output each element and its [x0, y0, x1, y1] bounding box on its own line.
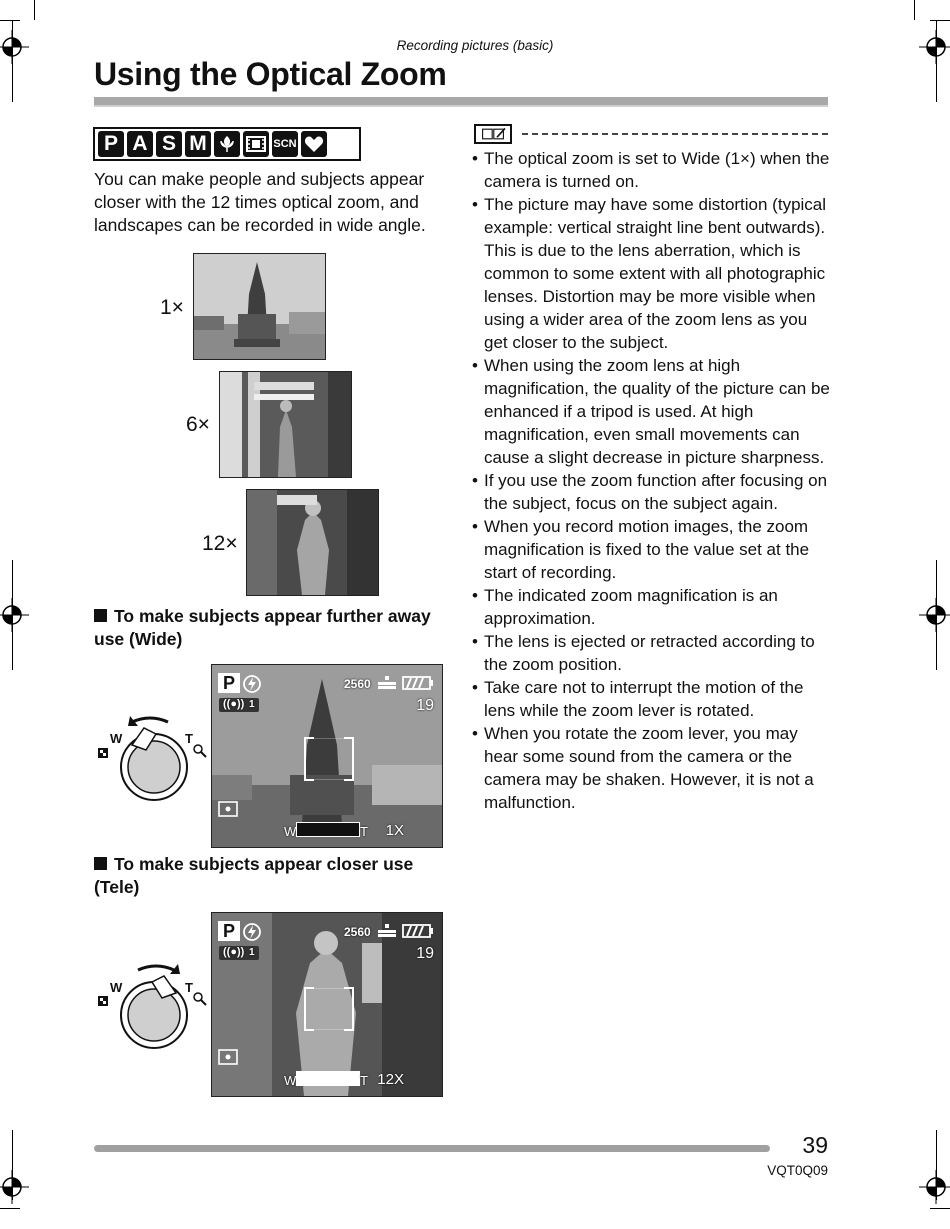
magnification-label-1x: 1× [160, 296, 184, 319]
registration-mark-icon [919, 598, 950, 632]
flash-off-icon [242, 674, 262, 694]
focus-frame [304, 987, 354, 1031]
magnification-label-6x: 6× [186, 413, 210, 436]
note-item: • When you rotate the zoom lever, you may hear some sound from the camera or the camera may be shaken. However, it is not a malfunction. [472, 722, 834, 814]
wide-heading-text: To make subjects appear further away use (Wide) [94, 606, 431, 649]
lcd-zoom-value: 1X [385, 822, 404, 839]
zoom-bar [296, 822, 360, 837]
note-item: • The optical zoom is set to Wide (1×) when the camera is turned on. [472, 147, 834, 193]
metering-icon [218, 801, 238, 817]
dial-w-label: W [110, 731, 123, 746]
section-header: Recording pictures (basic) [396, 38, 554, 53]
registration-mark-icon [0, 598, 29, 632]
note-divider [522, 133, 828, 135]
lcd-mode-p: P [218, 921, 240, 941]
lcd-remaining-count: 19 [416, 697, 434, 714]
crop-mark [34, 0, 35, 20]
note-item: • When you record motion images, the zoom magnification is fixed to the value set at the start of recording. [472, 515, 834, 584]
page-number: 39 [802, 1132, 828, 1158]
magnification-label-12x: 12× [202, 532, 238, 555]
lcd-resolution: 2560 [344, 677, 371, 691]
wide-heading [94, 605, 450, 651]
registration-mark-icon [0, 1170, 29, 1204]
intro-paragraph: You can make people and subjects appear closer with the 12 times optical zoom, and landscapes can be recorded in wide angle. [94, 169, 426, 235]
footer-rule [94, 1145, 770, 1152]
note-item: • Take care not to interrupt the motion of the lens while the zoom lever is rotated. [472, 676, 834, 722]
zoom-bar [296, 1071, 360, 1086]
sample-photo-6x [219, 371, 352, 478]
flash-off-icon [242, 922, 262, 942]
note-item: • The picture may have some distortion (typical example: vertical straight line bent outwards). This is due to the lens aberration, which is common to some extent with all photographic lenses. Distortion may be more visible when using a wider area of the zoom lens as you get closer to the subject. [472, 193, 834, 354]
lcd-screen-wide [211, 664, 443, 848]
mode-s-icon: S [156, 131, 182, 157]
quality-icon [376, 923, 398, 939]
note-item: • When using the zoom lens at high magnification, the quality of the picture can be enhanced if a tripod is used. At high magnification, even small movements can cause a slight decrease in picture sharpness. [472, 354, 834, 469]
stabilizer-mode: 1 [249, 947, 255, 958]
sample-photo-1x [193, 253, 326, 360]
note-item: • The lens is ejected or retracted according to the zoom position. [472, 630, 834, 676]
bullet-square-icon [94, 609, 107, 622]
zoom-lever-tele-diagram [94, 960, 214, 1060]
crop-mark [930, 20, 950, 21]
dial-t-label: T [185, 980, 193, 995]
note-item: • The indicated zoom magnification is an approximation. [472, 584, 834, 630]
focus-frame [304, 737, 354, 781]
mode-a-icon: A [127, 131, 153, 157]
zoom-bar-t: T [360, 1073, 368, 1088]
notes-list [472, 147, 834, 814]
lcd-zoom-value: 12X [377, 1071, 404, 1088]
sample-photo-12x [246, 489, 379, 596]
battery-icon [402, 923, 434, 939]
stabilizer-mode: 1 [249, 699, 255, 710]
zoom-bar-w: W [284, 1073, 297, 1088]
zoom-lever-wide-diagram [94, 712, 214, 812]
dial-t-label: T [185, 731, 193, 746]
note-icon [474, 124, 512, 144]
tele-heading-text: To make subjects appear closer use (Tele) [94, 854, 414, 897]
crop-mark [0, 1208, 20, 1209]
bullet-square-icon [94, 857, 107, 870]
scene-mode-icon: SCN [272, 131, 298, 157]
lcd-remaining-count: 19 [416, 945, 434, 962]
stabilizer-icon: ((●)) 1 [219, 698, 259, 712]
crop-mark [914, 0, 915, 20]
lcd-screen-tele [211, 912, 443, 1097]
tele-heading [94, 853, 450, 899]
title-rule [94, 97, 828, 107]
note-item: • If you use the zoom function after focusing on the subject, focus on the subject again. [472, 469, 834, 515]
stabilizer-icon: ((●)) 1 [219, 946, 259, 960]
crop-mark [0, 20, 20, 21]
zoom-bar-w: W [284, 824, 297, 839]
mode-p-icon: P [98, 131, 124, 157]
quality-icon [376, 675, 398, 691]
lcd-mode-p: P [218, 673, 240, 693]
zoom-bar-t: T [360, 824, 368, 839]
battery-icon [402, 675, 434, 691]
mode-m-icon: M [185, 131, 211, 157]
document-code: VQT0Q09 [767, 1163, 828, 1178]
lcd-resolution: 2560 [344, 925, 371, 939]
metering-icon [218, 1049, 238, 1065]
macro-mode-icon [214, 131, 240, 157]
page-title: Using the Optical Zoom [94, 56, 447, 92]
dial-w-label: W [110, 980, 123, 995]
crop-mark [930, 1208, 950, 1209]
recording-mode-icons [93, 127, 361, 161]
simple-mode-heart-icon [301, 131, 327, 157]
registration-mark-icon [919, 1170, 950, 1204]
motion-picture-mode-icon [243, 131, 269, 157]
